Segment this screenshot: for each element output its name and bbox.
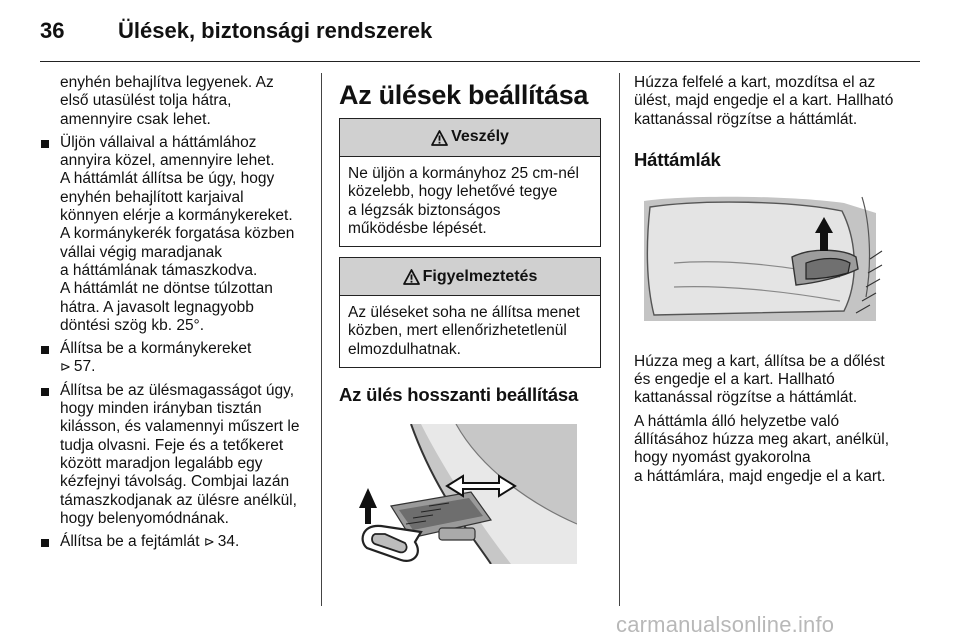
- intro-paragraph: [634, 74, 924, 129]
- text-line: könnyen elérje a kormánykereket.: [60, 207, 293, 225]
- text-line: a háttámlának támaszkodva.: [60, 261, 258, 279]
- bullet-square-icon: [41, 388, 49, 396]
- text-line: enyhén behajlítva legyenek. Az: [60, 74, 274, 91]
- warning-box-title: Figyelmeztetés: [422, 267, 538, 285]
- warning-box: [339, 257, 601, 368]
- text-line: első utasülést tolja hátra,: [60, 92, 232, 110]
- text-line: Állítsa be az ülésmagasságot úgy,: [60, 381, 295, 399]
- warning-box-header: [340, 258, 600, 296]
- text-line: hátra. A javasolt legnagyobb: [60, 298, 254, 316]
- text-line: Állítsa be a kormánykereket: [60, 340, 252, 358]
- bullet-square-icon: [41, 346, 49, 354]
- page-reference-link[interactable]: ⊳ 57.: [60, 358, 96, 376]
- text-line: működésbe lépését.: [348, 219, 487, 237]
- header-rule: [40, 61, 920, 62]
- column-2: [339, 74, 601, 564]
- column-1: [40, 74, 312, 551]
- text-line: tudja olvasni. Feje és a tetőkeret: [60, 436, 284, 454]
- section-heading: Az ülések beállítása: [339, 80, 589, 110]
- subsection-heading: Háttámlák: [634, 148, 721, 170]
- text-line: döntési szög kb. 25°.: [60, 316, 205, 334]
- bullet-square-icon: [41, 539, 49, 547]
- danger-box-body: [340, 157, 600, 246]
- warning-triangle-icon: [431, 130, 448, 146]
- page-number: 36: [40, 18, 65, 43]
- text-line: a légzsák biztonságos: [348, 201, 501, 219]
- text-line: kilásson, és valamennyi műszert le: [60, 418, 300, 436]
- text-line: közben, mert ellenőrizhetetlenül: [348, 322, 567, 340]
- text-line: hogy nyomást gyakorolna: [634, 449, 811, 467]
- text-line: a háttámlára, majd engedje el a kart.: [634, 467, 886, 485]
- reference-arrow-icon: ⊳: [60, 359, 71, 375]
- text-line: Húzza meg a kart, állítsa be a dőlést: [634, 352, 885, 370]
- intro-paragraph: [40, 74, 312, 129]
- text-line: ülést, majd engedje el a kart. Hallható: [634, 92, 894, 110]
- page-reference-link[interactable]: Állítsa be a fejtámlát ⊳ 34.: [60, 533, 240, 551]
- text-line: kézfejnyi távolság. Combjai lazán: [60, 473, 290, 491]
- text-line: hogy minden irányban tisztán: [60, 400, 262, 418]
- text-line: és engedje el a kart. Hallható: [634, 371, 835, 389]
- danger-box-title: Veszély: [451, 128, 509, 146]
- text-line: amennyire csak lehet.: [60, 110, 211, 128]
- bullet-list: [40, 134, 312, 552]
- backrest-paragraph-2: [634, 413, 924, 486]
- text-line: Üljön vállaival a háttámlához: [60, 133, 257, 151]
- text-line: Az üléseket soha ne állítsa menet: [348, 304, 580, 322]
- seat-slide-illustration: [351, 424, 577, 564]
- backrest-lever-illustration: [644, 193, 888, 321]
- text-line: kattanással rögzítse a háttámlát.: [634, 110, 858, 128]
- bullet-item: [40, 340, 312, 377]
- text-line: közelebb, hogy lehetővé tegye: [348, 183, 558, 201]
- text-line: hogy belenyomódnának.: [60, 509, 229, 527]
- column-3: [634, 74, 924, 486]
- text-line: elmozdulhatnak.: [348, 340, 461, 358]
- text-line: enyhén behajlított karjaival: [60, 188, 244, 206]
- text-line: A háttámlát ne döntse túlzottan: [60, 280, 273, 298]
- backrest-paragraph-1: [634, 353, 924, 408]
- column-divider-1: [321, 73, 322, 606]
- subsection-heading: Az ülés hosszanti beállítása: [339, 384, 579, 406]
- text-line: A háttámla álló helyzetbe való: [634, 412, 840, 430]
- text-line: A kormánykerék forgatása közben: [60, 225, 295, 243]
- text-line: Ne üljön a kormányhoz 25 cm-nél: [348, 165, 579, 182]
- column-divider-2: [619, 73, 620, 606]
- text-line: annyira közel, amennyire lehet.: [60, 152, 275, 170]
- reference-arrow-icon: ⊳: [203, 534, 215, 550]
- bullet-item: [40, 533, 312, 551]
- bullet-square-icon: [41, 140, 49, 148]
- text-line: kattanással rögzítse a háttámlát.: [634, 389, 858, 407]
- text-line: Húzza felfelé a kart, mozdítsa el az: [634, 74, 876, 91]
- text-line: között maradjon legalább egy: [60, 454, 263, 472]
- bullet-item: [40, 382, 312, 528]
- text-line: támaszkodjanak az ülésre anélkül,: [60, 491, 297, 509]
- bullet-item: [40, 134, 312, 335]
- danger-box: [339, 118, 601, 247]
- text-line: vállai végig maradjanak: [60, 243, 222, 261]
- page-title: Ülések, biztonsági rendszerek: [118, 18, 433, 43]
- warning-box-body: [340, 296, 600, 367]
- watermark: carmanualsonline.info: [616, 612, 835, 637]
- warning-triangle-icon: [403, 269, 420, 285]
- text-line: A háttámlát állítsa be úgy, hogy: [60, 170, 275, 188]
- danger-box-header: [340, 119, 600, 157]
- text-line: állításához húzza meg akart, anélkül,: [634, 431, 890, 449]
